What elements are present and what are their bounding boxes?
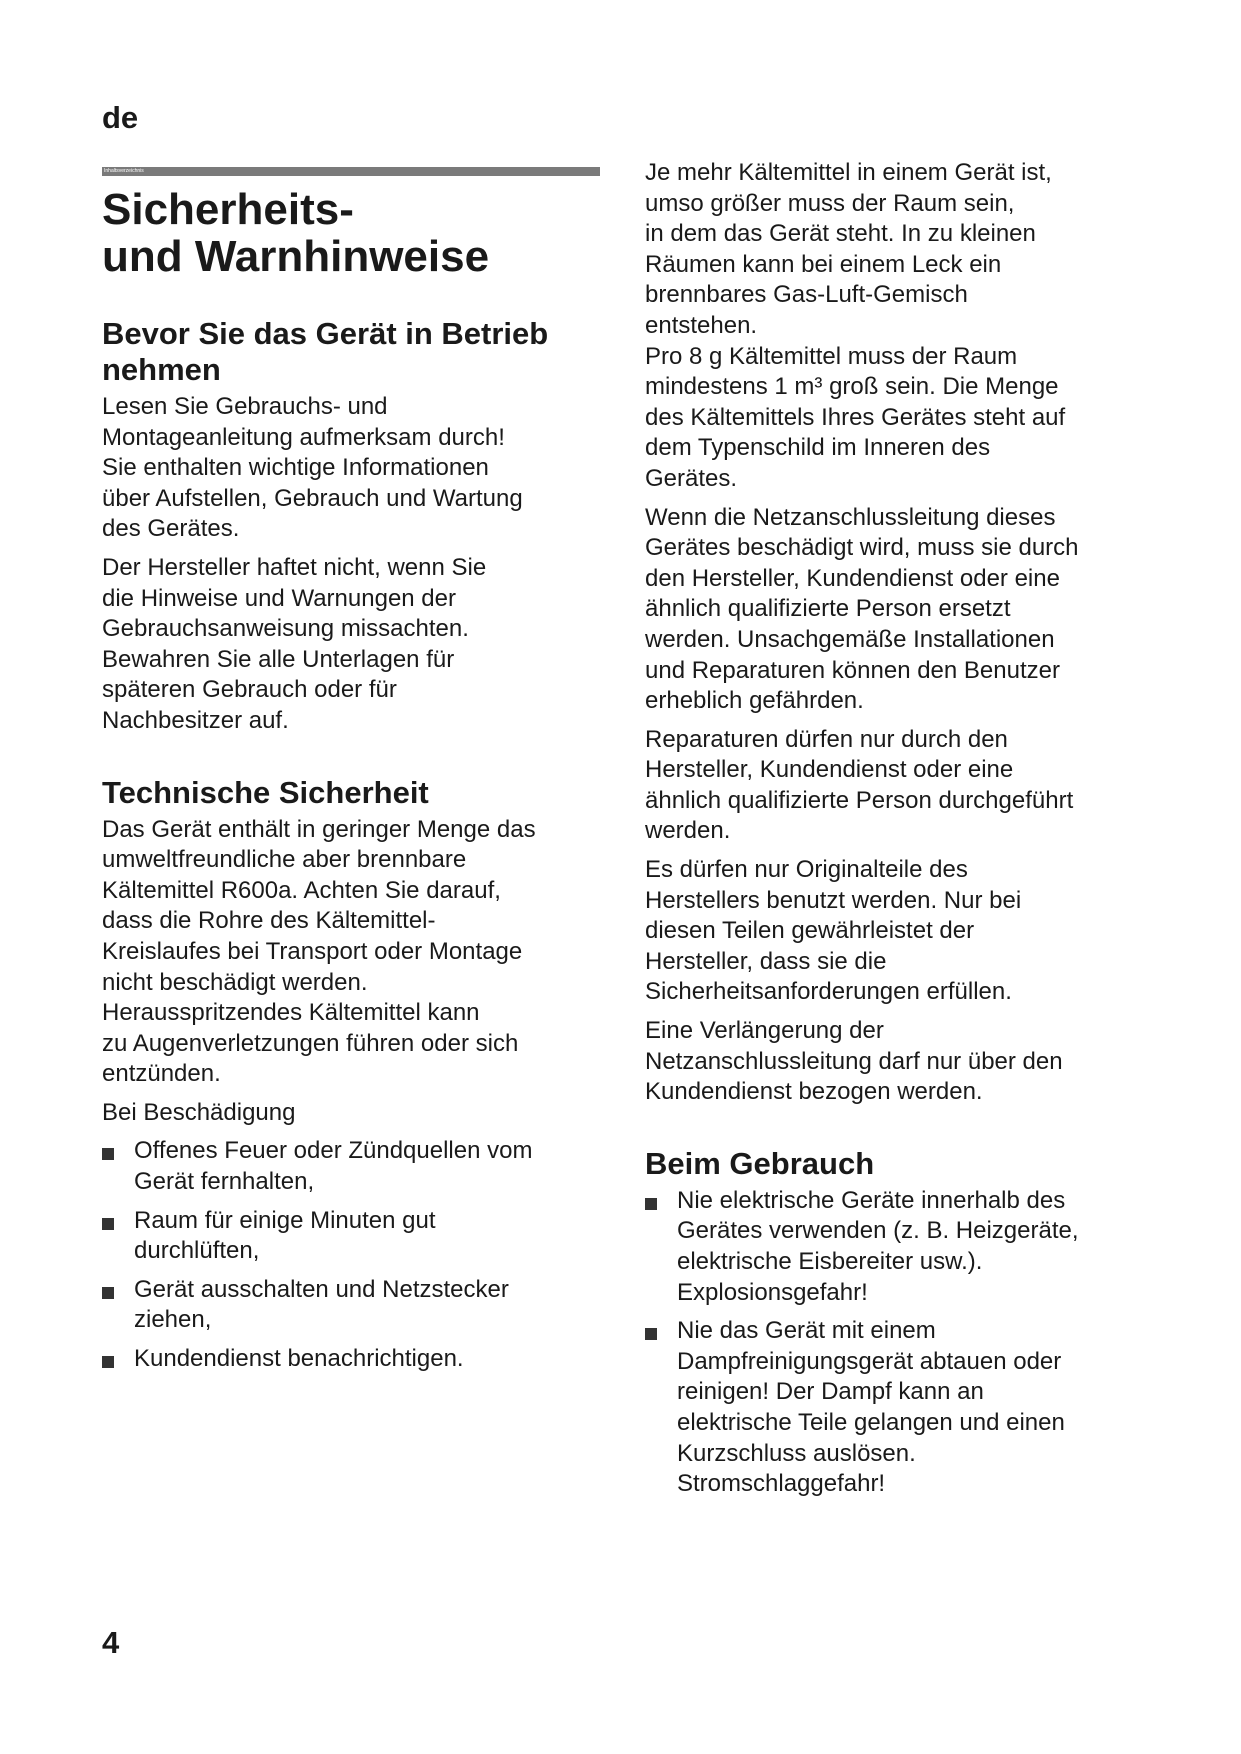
- paragraph-read-instructions: Lesen Sie Gebrauchs- und Montageanleitung aufmerksam durch! Sie enthalten wichtige Informationen über Aufstellen, Gebrauch und Wartung des Gerätes.: [102, 393, 523, 543]
- paragraph-room-size: Je mehr Kältemittel in einem Gerät ist, umso größer muss der Raum sein, in dem das Gerät steht. In zu kleinen Räumen kann bei einem Leck ein brennbares Gas-Luft-Gemisch entstehen. Pro 8 g Kältemittel muss der Raum mindestens 1 m³ groß sein. Die Menge des Kältemittels Ihres Gerätes steht auf dem Typenschild im Inneren des Gerätes.: [645, 159, 1066, 492]
- list-item-text: Gerät ausschalten und Netzstecker ziehen,: [134, 1275, 509, 1334]
- list-item-text: Kundendienst benachrichtigen.: [134, 1345, 464, 1373]
- paragraph-manufacturer-liability: Der Hersteller haftet nicht, wenn Sie die Hinweise und Warnungen der Gebrauchsanweisung missachten. Bewahren Sie alle Unterlagen für späteren Gebrauch oder für Nachbesitzer auf.: [102, 553, 487, 734]
- paragraph-original-parts: Es dürfen nur Originalteile des Herstellers benutzt werden. Nur bei diesen Teilen gewährleistet der Hersteller, dass sie die Sicherheitsanforderungen erfüllen.: [645, 856, 1022, 1006]
- list-item: [102, 1275, 612, 1336]
- heading-before-use: Bevor Sie das Gerät in Betrieb nehmen: [102, 316, 549, 387]
- bullet-square-icon: [102, 1356, 114, 1368]
- bullet-square-icon: [645, 1198, 657, 1210]
- list-item: [102, 1136, 612, 1197]
- language-label: de: [102, 100, 139, 135]
- paragraph-repairs: Reparaturen dürfen nur durch den Hersteller, Kundendienst oder eine ähnlich qualifizierte Person durchgeführt werden.: [645, 725, 1074, 845]
- paragraph-refrigerant: Das Gerät enthält in geringer Menge das umweltfreundliche aber brennbare Kältemittel R600a. Achten Sie darauf, dass die Rohre des Kältemittel- Kreislaufes bei Transport oder Montage nicht beschädigt werden. Herausspritzendes Kältemittel kann zu Augenverletzungen führen oder sich entzünden.: [102, 815, 536, 1088]
- bullet-square-icon: [102, 1287, 114, 1299]
- section-bar-label: Inhaltsverzeichnis: [104, 168, 144, 174]
- page-number: 4: [102, 1625, 120, 1660]
- bullet-square-icon: [645, 1328, 657, 1340]
- bullet-square-icon: [102, 1218, 114, 1230]
- list-item: [645, 1186, 1145, 1308]
- page-title: Sicherheits- und Warnhinweise: [102, 185, 490, 281]
- list-item: [102, 1344, 612, 1375]
- list-item-text: Raum für einige Minuten gut durchlüften,: [134, 1206, 436, 1265]
- paragraph-extension-cord: Eine Verlängerung der Netzanschlussleitung darf nur über den Kundendienst bezogen werden.: [645, 1017, 1063, 1106]
- list-item-text: Nie elektrische Geräte innerhalb des Gerätes verwenden (z. B. Heizgeräte, elektrische Eisbereiter usw.). Explosionsgefahr!: [677, 1186, 1079, 1306]
- list-item: [102, 1206, 612, 1267]
- list-item-text: Offenes Feuer oder Zündquellen vom Gerät fernhalten,: [134, 1137, 533, 1196]
- right-column: [645, 158, 1145, 1508]
- bullet-square-icon: [102, 1148, 114, 1160]
- damage-list: [102, 1136, 612, 1374]
- usage-list: [645, 1186, 1145, 1500]
- heading-during-use: Beim Gebrauch: [645, 1145, 875, 1181]
- paragraph-power-cord: Wenn die Netzanschlussleitung dieses Gerätes beschädigt wird, muss sie durch den Hersteller, Kundendienst oder eine ähnlich qualifizierte Person ersetzt werden. Unsachgemäße Installationen und Reparaturen können den Benutzer erheblich gefährden.: [645, 503, 1079, 715]
- section-bar: [102, 167, 600, 176]
- list-item-text: Nie das Gerät mit einem Dampfreinigungsgerät abtauen oder reinigen! Der Dampf kann an elektrische Teile gelangen und einen Kurzschluss auslösen. Stromschlaggefahr!: [677, 1317, 1065, 1498]
- list-item: [645, 1316, 1145, 1500]
- heading-technical-safety: Technische Sicherheit: [102, 774, 429, 810]
- left-column: [102, 186, 612, 1383]
- paragraph-damage-label: Bei Beschädigung: [102, 1098, 296, 1126]
